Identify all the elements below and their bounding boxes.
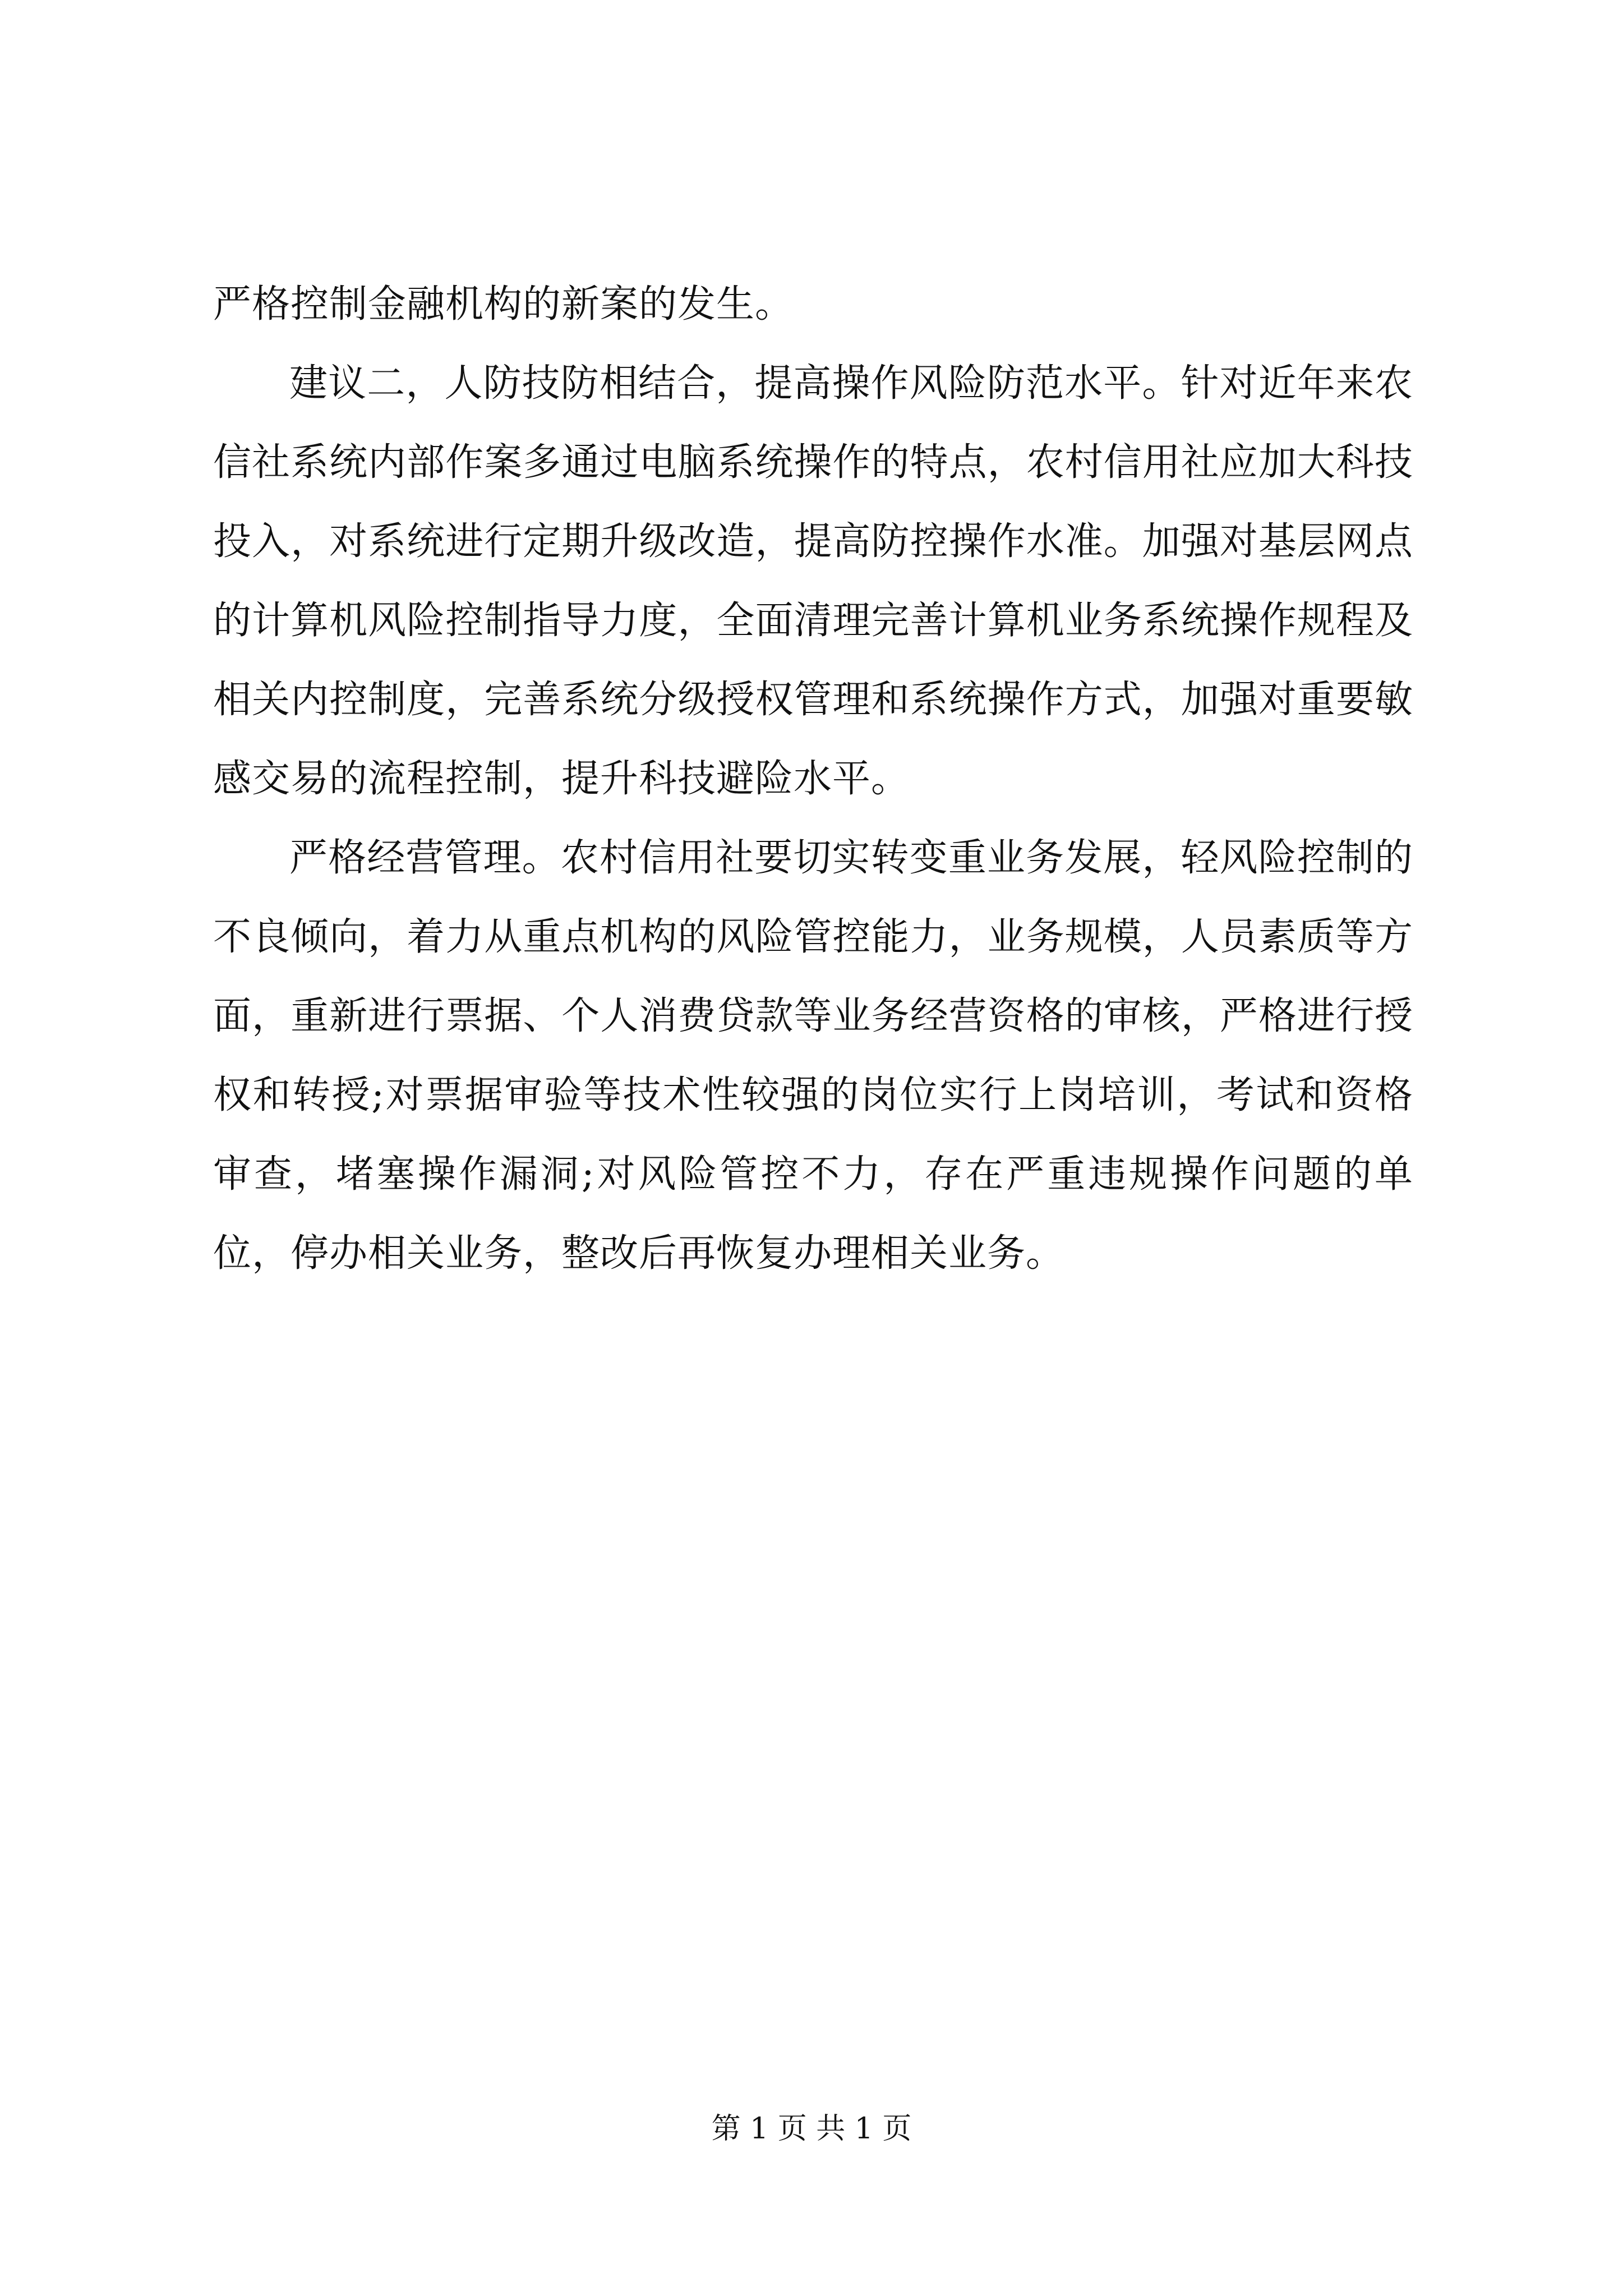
- paragraph-continuation: 严格控制金融机构的新案的发生。: [213, 282, 794, 326]
- paragraph-strict-management: 严格经营管理。农村信用社要切实转变重业务发展，轻风险控制的不良倾向，着力从重点机构的风险管控能力，业务规模，人员素质等方面，重新进行票据、个人消费贷款等业务经营资格的审核，严格进行授权和转授;对票据审验等技术性较强的岗位实行上岗培训，考试和资格审查，堵塞操作漏洞;对风险管控不力，存在严重违规操作问题的单位，停办相关业务，整改后再恢复办理相关业务。: [213, 836, 1413, 1276]
- document-body: [213, 265, 1413, 1293]
- page-footer: 第 1 页 共 1 页: [711, 2112, 912, 2146]
- paragraph-suggestion-two: 建议二，人防技防相结合，提高操作风险防范水平。针对近年来农信社系统内部作案多通过电脑系统操作的特点，农村信用社应加大科技投入，对系统进行定期升级改造，提高防控操作水准。加强对基层网点的计算机风险控制指导力度，全面清理完善计算机业务系统操作规程及相关内控制度，完善系统分级授权管理和系统操作方式，加强对重要敏感交易的流程控制，提升科技避险水平。: [213, 361, 1413, 801]
